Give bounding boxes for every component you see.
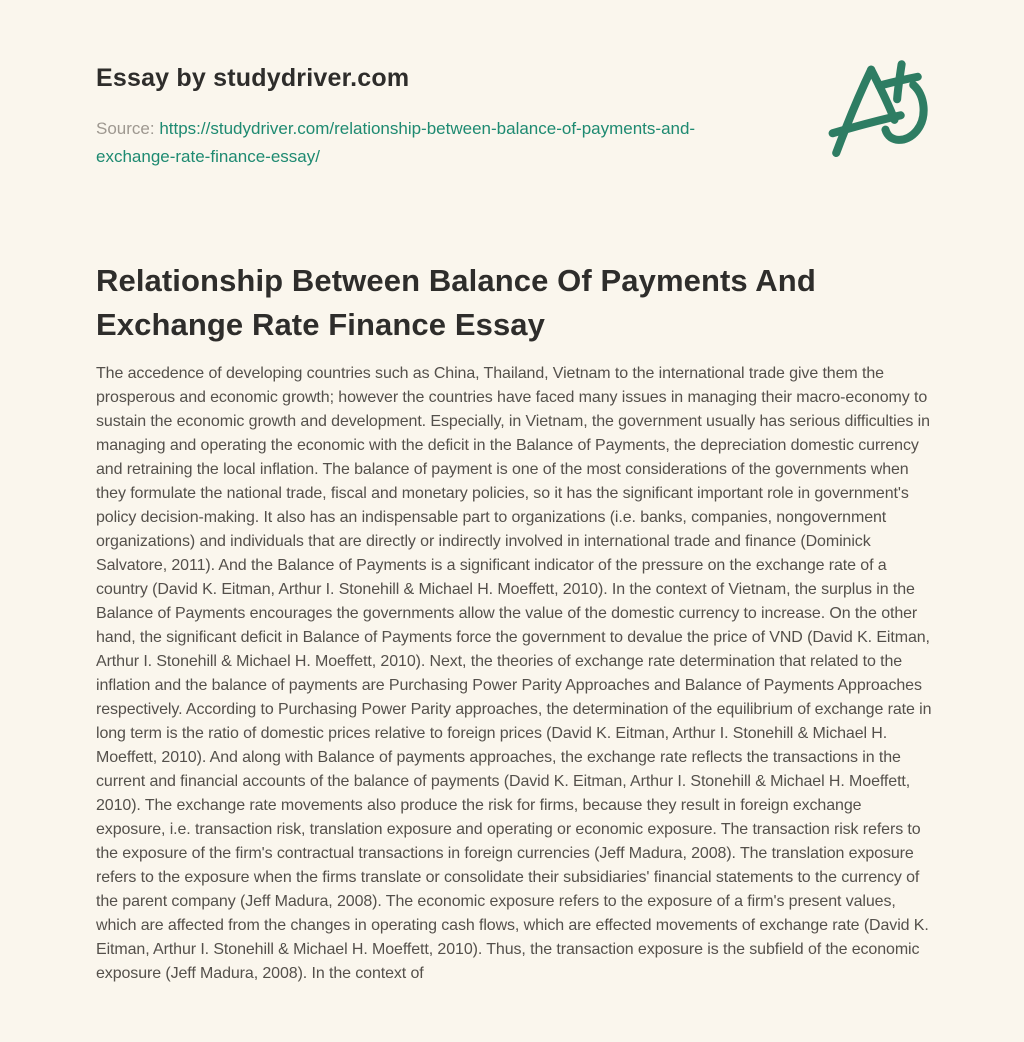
essay-content — [96, 259, 934, 986]
document-header — [96, 56, 934, 175]
source-line — [96, 115, 716, 171]
logo-a-right-stroke — [871, 70, 894, 120]
logo-a-left-stroke — [836, 70, 871, 153]
source-url-link[interactable]: https://studydriver.com/relationship-between-balance-of-payments-and-exchange-rate-finance-essay/ — [96, 119, 696, 166]
logo-a-crossbar — [833, 115, 901, 133]
essay-body-paragraph: The accedence of developing countries such as China, Thailand, Vietnam to the international trade give them the prosperous and economic growth; however the countries have faced many issues in managing their macro-economy to sustain the economic growth and development. Especially, in Vietnam, the government usually has serious difficulties in managing and operating the economic with the deficit in the Balance of Payments, the depreciation domestic currency and retraining the local inflation. The balance of payment is one of the most considerations of the governments when they formulate the national trade, fiscal and monetary policies, so it has the significant important role in government's policy decision-making. It also has an indispensable part to organizations (i.e. banks, companies, nongovernment organizations) and individuals that are directly or indirectly involved in international trade and finance (Dominick Salvatore, 2011). And the Balance of Payments is a significant indicator of the pressure on the exchange rate of a country (David K. Eitman, Arthur I. Stonehill & Michael H. Moeffett, 2010). In the context of Vietnam, the surplus in the Balance of Payments encourages the governments allow the value of the domestic currency to increase. On the other hand, the significant deficit in Balance of Payments force the government to devalue the price of VND (David K. Eitman, Arthur I. Stonehill & Michael H. Moeffett, 2010). Next, the theories of exchange rate determination that related to the inflation and the balance of payments are Purchasing Power Parity Approaches and Balance of Payments Approaches respectively. According to Purchasing Power Parity approaches, the determination of the equilibrium of exchange rate in long term is the ratio of domestic prices relative to foreign prices (David K. Eitman, Arthur I. Stonehill & Michael H. Moeffett, 2010). And along with Balance of payments approaches, the exchange rate reflects the transactions in the current and financial accounts of the balance of payments (David K. Eitman, Arthur I. Stonehill & Michael H. Moeffett, 2010). The exchange rate movements also produce the risk for firms, because they result in foreign exchange exposure, i.e. transaction risk, translation exposure and operating or economic exposure. The transaction risk refers to the exposure of the firm's contractual transactions in foreign currencies (Jeff Madura, 2008). The translation exposure refers to the exposure when the firms translate or consolidate their subsidiaries' financial statements to the currency of the parent company (Jeff Madura, 2008). The economic exposure refers to the exposure of a firm's present values, which are affected from the changes in operating cash flows, which are effected movements of exchange rate (David K. Eitman, Arthur I. Stonehill & Michael H. Moeffett, 2010). Thus, the transaction exposure is the subfield of the economic exposure (Jeff Madura, 2008). In the context of — [96, 365, 932, 982]
site-title: Essay by studydriver.com — [96, 64, 410, 92]
a-plus-logo-icon — [822, 58, 940, 175]
source-label: Source: — [96, 119, 155, 138]
header-text-block — [96, 56, 822, 171]
essay-title: Relationship Between Balance Of Payments And Exchange Rate Finance Essay — [96, 263, 816, 342]
